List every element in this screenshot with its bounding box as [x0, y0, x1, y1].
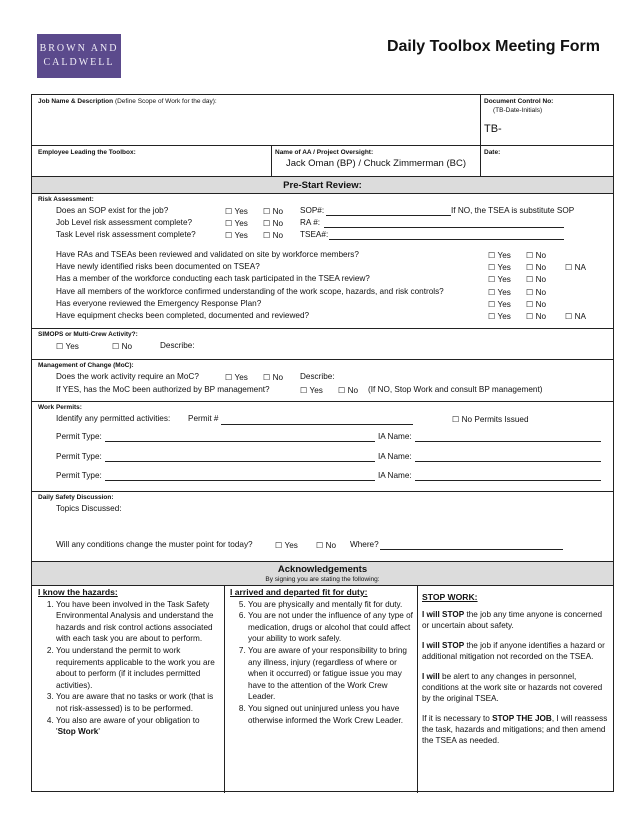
no-permits-checkbox[interactable]: ☐ No Permits Issued: [452, 414, 529, 424]
risk-item-yes[interactable]: ☐ Yes: [488, 262, 511, 272]
risk-item-yes[interactable]: ☐ Yes: [488, 311, 511, 321]
fit-item-6: 6. You are not under the influence of any type of medication, drugs or alcohol that could affect your ability to work safely.: [248, 610, 413, 645]
ack-column-stop-work: [422, 592, 608, 755]
risk-item-no[interactable]: ☐ No: [526, 250, 546, 260]
fit-for-duty-heading: I arrived and departed fit for duty:: [230, 587, 368, 597]
date-label: Date:: [484, 149, 501, 156]
permit-type-field[interactable]: [105, 461, 375, 462]
risk-question: Have all members of the workforce confirmed understanding of the work scope, hazards, and risk controls?: [56, 286, 444, 296]
doc-control-label: Document Control No:: [484, 98, 554, 105]
permit-type-label: Permit Type:: [56, 471, 102, 480]
permits-identify: Identify any permitted activities:: [56, 414, 171, 423]
risk-item-na[interactable]: ☐ NA: [565, 311, 586, 321]
permit-type-field[interactable]: [105, 480, 375, 481]
stop-work-p1: I will STOP the job any time anyone is concerned or uncertain about safety.: [422, 610, 603, 630]
risk-item-yes[interactable]: ☐ Yes: [488, 250, 511, 260]
risk-question: Has everyone reviewed the Emergency Response Plan?: [56, 298, 262, 308]
risk-q1: Does an SOP exist for the job?: [56, 206, 169, 215]
risk-q3-yes[interactable]: ☐ Yes: [225, 230, 248, 240]
ack-column-hazards: [38, 587, 220, 738]
hazard-item-1: 1. You have been involved in the Task Safety Environmental Analysis and understand the hazards and risk control actions associated with each task you are about to perform.: [56, 599, 220, 645]
muster-yes[interactable]: ☐ Yes: [275, 540, 298, 550]
sop-label: SOP#:: [300, 206, 325, 215]
risk-assessment-label: Risk Assessment:: [38, 196, 94, 203]
permit-type-label: Permit Type:: [56, 432, 102, 441]
hazard-item-3: 3. You are aware that no tasks or work (that is not risk-assessed) is to be performed.: [56, 691, 220, 714]
risk-item-no[interactable]: ☐ No: [526, 262, 546, 272]
moc-label: Management of Change (MoC):: [38, 362, 134, 369]
fit-item-8: 8. You signed out uninjured unless you have otherwise informed the Work Crew Leader.: [248, 703, 413, 726]
moc-q1-no[interactable]: ☐ No: [263, 372, 283, 382]
ia-name-field[interactable]: [415, 461, 601, 462]
fit-item-5: 5. You are physically and mentally fit for duty.: [248, 599, 413, 611]
risk-q2-no[interactable]: ☐ No: [263, 218, 283, 228]
doc-control-hint: (TB-Date-Initials): [493, 107, 543, 114]
page-title: Daily Toolbox Meeting Form: [386, 38, 600, 55]
job-name-label: Job Name & Description (Define Scope of Work for the day):: [38, 98, 217, 105]
permit-type-label: Permit Type:: [56, 451, 102, 461]
ia-name-field[interactable]: [415, 480, 601, 481]
risk-item-yes[interactable]: ☐ Yes: [488, 299, 511, 309]
muster-no[interactable]: ☐ No: [316, 540, 336, 550]
muster-where-field[interactable]: [380, 549, 563, 550]
simops-no[interactable]: ☐ No: [112, 341, 132, 351]
toolbox-form: [31, 94, 614, 792]
work-permits-label: Work Permits:: [38, 404, 82, 411]
risk-question: Has a member of the workforce conducting each task participated in the TSEA review?: [56, 274, 370, 284]
moc-q2-yes[interactable]: ☐ Yes: [300, 385, 323, 395]
moc-describe: Describe:: [300, 372, 335, 381]
simops-label: SIMOPS or Multi-Crew Activity?:: [38, 331, 138, 338]
stop-work-heading: STOP WORK:: [422, 592, 478, 602]
aa-value[interactable]: Jack Oman (BP) / Chuck Zimmerman (BC): [286, 158, 466, 169]
stop-work-p4: If it is necessary to STOP THE JOB, I will reassess the task, hazards and mitigations; and then amend the TSEA as needed.: [422, 714, 608, 745]
sop-field[interactable]: [326, 215, 451, 216]
aa-label: Name of AA / Project Oversight:: [275, 149, 374, 156]
moc-note: (If NO, Stop Work and consult BP management): [368, 385, 543, 394]
permit-number-label: Permit #: [188, 414, 219, 423]
ack-column-fit-for-duty: [230, 587, 413, 726]
ia-name-field[interactable]: [415, 441, 601, 442]
tsea-field[interactable]: [329, 239, 564, 240]
ia-name-label: IA Name:: [378, 471, 412, 480]
risk-question: Have equipment checks been completed, documented and reviewed?: [56, 311, 310, 320]
risk-item-na[interactable]: ☐ NA: [565, 262, 586, 272]
ia-name-label: IA Name:: [378, 451, 412, 461]
risk-q2-yes[interactable]: ☐ Yes: [225, 218, 248, 228]
topics-discussed: Topics Discussed:: [56, 504, 122, 513]
risk-q1-no[interactable]: ☐ No: [263, 206, 283, 216]
risk-item-no[interactable]: ☐ No: [526, 299, 546, 309]
risk-q2: Job Level risk assessment complete?: [56, 218, 193, 227]
tsea-label: TSEA#:: [300, 230, 329, 239]
risk-q1-yes[interactable]: ☐ Yes: [225, 206, 248, 216]
simops-describe: Describe:: [160, 341, 195, 350]
risk-item-no[interactable]: ☐ No: [526, 287, 546, 297]
stop-work-p3: I will be alert to any changes in personnel, conditions at the work site or hazards not covered by the original TSEA.: [422, 672, 603, 703]
brown-and-caldwell-logo: [37, 34, 121, 78]
hazard-item-4: 4. You also are aware of your obligation to 'Stop Work': [56, 715, 220, 738]
moc-q1-yes[interactable]: ☐ Yes: [225, 372, 248, 382]
risk-question: Have RAs and TSEAs been reviewed and validated on site by workforce members?: [56, 250, 359, 259]
muster-where: Where?: [350, 540, 379, 549]
risk-item-no[interactable]: ☐ No: [526, 311, 546, 321]
ra-label: RA #:: [300, 218, 321, 227]
safety-discussion-label: Daily Safety Discussion:: [38, 494, 114, 501]
logo-line2: CALDWELL: [43, 57, 115, 68]
risk-q3-no[interactable]: ☐ No: [263, 230, 283, 240]
permit-number-field[interactable]: [221, 424, 413, 425]
risk-item-yes[interactable]: ☐ Yes: [488, 274, 511, 284]
moc-q2-no[interactable]: ☐ No: [338, 385, 358, 395]
ack-subheader: By signing you are stating the following:: [265, 576, 380, 583]
risk-item-yes[interactable]: ☐ Yes: [488, 287, 511, 297]
hazards-heading: I know the hazards:: [38, 587, 118, 597]
muster-question: Will any conditions change the muster point for today?: [56, 540, 253, 549]
fit-item-7: 7. You are aware of your responsibility to bring any illness, injury (regardless of where or when it occurred) or fatigue issue you may have to the attention of the Work Crew Leader.: [248, 645, 413, 703]
ra-field[interactable]: [324, 227, 564, 228]
prestart-header: Pre-Start Review:: [283, 180, 362, 191]
ia-name-label: IA Name:: [378, 432, 412, 441]
sop-note: If NO, the TSEA is substitute SOP: [451, 206, 575, 215]
moc-q1: Does the work activity require an MoC?: [56, 372, 199, 381]
doc-control-value[interactable]: TB-: [484, 123, 502, 135]
risk-q3: Task Level risk assessment complete?: [56, 230, 196, 239]
risk-item-no[interactable]: ☐ No: [526, 274, 546, 284]
simops-yes[interactable]: ☐ Yes: [56, 341, 79, 351]
risk-question: Have newly identified risks been documented on TSEA?: [56, 262, 260, 272]
moc-q2: If YES, has the MoC been authorized by BP management?: [56, 385, 270, 394]
stop-work-p2: I will STOP the job if anyone identifies a hazard or additional mitigation not recorded on the TSEA.: [422, 641, 605, 661]
employee-leading-label: Employee Leading the Toolbox:: [38, 149, 136, 156]
ack-header: Acknowledgements: [277, 564, 368, 575]
logo-line1: BROWN AND: [39, 43, 119, 54]
hazard-item-2: 2. You understand the permit to work requirements applicable to the work you are about to perform (if it includes permitted activities).: [56, 645, 220, 691]
permit-type-field[interactable]: [105, 441, 375, 442]
